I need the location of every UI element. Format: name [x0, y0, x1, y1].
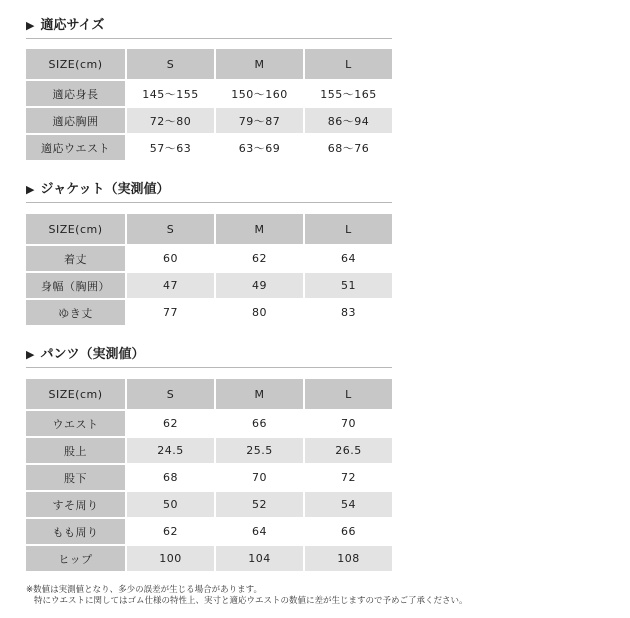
value-cell: 66 [305, 519, 392, 544]
table-header-row [26, 49, 392, 79]
triangle-icon: ▶ [26, 348, 35, 361]
triangle-icon: ▶ [26, 19, 35, 32]
header-cell-s: S [127, 214, 214, 244]
table-header-row [26, 379, 392, 409]
table-row [26, 108, 392, 133]
row-label: ヒップ [26, 546, 125, 571]
table-row [26, 135, 392, 160]
header-cell-m: M [216, 49, 303, 79]
value-cell: 83 [305, 300, 392, 325]
value-cell: 145〜155 [127, 81, 214, 106]
section-title-fit-size [26, 17, 392, 39]
value-cell: 77 [127, 300, 214, 325]
value-cell: 100 [127, 546, 214, 571]
row-label: 身幅（胸囲） [26, 273, 125, 298]
table-row [26, 519, 392, 544]
value-cell: 52 [216, 492, 303, 517]
table-row [26, 81, 392, 106]
value-cell: 68 [127, 465, 214, 490]
table-row [26, 246, 392, 271]
header-cell-size: SIZE(cm) [26, 49, 125, 79]
value-cell: 64 [305, 246, 392, 271]
header-cell-s: S [127, 49, 214, 79]
value-cell: 155〜165 [305, 81, 392, 106]
table-row [26, 300, 392, 325]
section-title-pants [26, 346, 392, 368]
row-label: ウエスト [26, 411, 125, 436]
section-title-text: パンツ（実測値） [40, 347, 145, 362]
value-cell: 51 [305, 273, 392, 298]
value-cell: 25.5 [216, 438, 303, 463]
section-title-jacket [26, 181, 392, 203]
header-cell-l: L [305, 214, 392, 244]
value-cell: 24.5 [127, 438, 214, 463]
value-cell: 104 [216, 546, 303, 571]
header-cell-l: L [305, 49, 392, 79]
row-label: 股上 [26, 438, 125, 463]
row-label: すそ周り [26, 492, 125, 517]
value-cell: 70 [216, 465, 303, 490]
table-row [26, 411, 392, 436]
row-label: 適応胸囲 [26, 108, 125, 133]
value-cell: 72〜80 [127, 108, 214, 133]
value-cell: 60 [127, 246, 214, 271]
jacket-table [24, 212, 394, 327]
value-cell: 108 [305, 546, 392, 571]
value-cell: 62 [127, 411, 214, 436]
table-header-row [26, 214, 392, 244]
row-label: もも周り [26, 519, 125, 544]
value-cell: 62 [127, 519, 214, 544]
value-cell: 72 [305, 465, 392, 490]
header-cell-m: M [216, 214, 303, 244]
header-cell-l: L [305, 379, 392, 409]
table-row [26, 492, 392, 517]
triangle-icon: ▶ [26, 183, 35, 196]
section-title-text: 適応サイズ [40, 18, 105, 33]
table-row [26, 273, 392, 298]
row-label: 股下 [26, 465, 125, 490]
value-cell: 57〜63 [127, 135, 214, 160]
value-cell: 62 [216, 246, 303, 271]
value-cell: 54 [305, 492, 392, 517]
row-label: ゆき丈 [26, 300, 125, 325]
value-cell: 63〜69 [216, 135, 303, 160]
value-cell: 70 [305, 411, 392, 436]
notes [26, 585, 468, 607]
row-label: 適応ウエスト [26, 135, 125, 160]
value-cell: 26.5 [305, 438, 392, 463]
note-line-2: 特にウエストに関してはゴム仕様の特性上、実寸と適応ウエストの数値に差が生じますので予めご了承ください。 [34, 596, 468, 606]
value-cell: 79〜87 [216, 108, 303, 133]
section-title-text: ジャケット（実測値） [40, 182, 170, 197]
header-cell-s: S [127, 379, 214, 409]
note-line-1: ※数値は実測値となり、多少の誤差が生じる場合があります。 [26, 585, 262, 595]
row-label: 適応身長 [26, 81, 125, 106]
value-cell: 64 [216, 519, 303, 544]
table-row [26, 438, 392, 463]
table-row [26, 465, 392, 490]
value-cell: 150〜160 [216, 81, 303, 106]
row-label: 着丈 [26, 246, 125, 271]
value-cell: 50 [127, 492, 214, 517]
table-row [26, 546, 392, 571]
fit-size-table [24, 47, 394, 162]
value-cell: 47 [127, 273, 214, 298]
header-cell-m: M [216, 379, 303, 409]
pants-table [24, 377, 394, 573]
header-cell-size: SIZE(cm) [26, 379, 125, 409]
value-cell: 49 [216, 273, 303, 298]
value-cell: 86〜94 [305, 108, 392, 133]
header-cell-size: SIZE(cm) [26, 214, 125, 244]
value-cell: 80 [216, 300, 303, 325]
value-cell: 68〜76 [305, 135, 392, 160]
value-cell: 66 [216, 411, 303, 436]
